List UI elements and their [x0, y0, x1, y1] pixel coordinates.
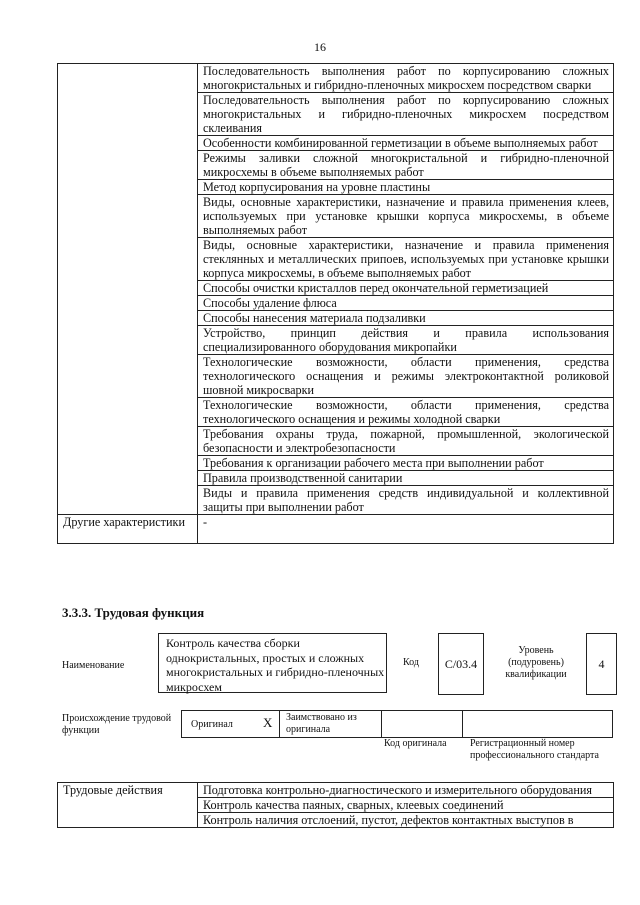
knowledge-table	[57, 63, 614, 544]
knowledge-item: Способы очистки кристаллов перед окончательной герметизацией	[198, 281, 614, 296]
knowledge-item: Виды, основные характеристики, назначение и правила применения клеев, используемых при установке крышки корпуса микросхемы, в объеме выполняемых работ	[198, 195, 614, 238]
origin-divider	[462, 711, 463, 737]
labor-action-item: Контроль наличия отслоений, пустот, дефектов контактных выступов в	[198, 813, 614, 828]
origin-divider	[612, 711, 613, 737]
knowledge-item: Метод корпусирования на уровне пластины	[198, 180, 614, 195]
origin-divider	[279, 711, 280, 737]
knowledge-item: Виды, основные характеристики, назначение и правила применения стеклянных и металлических припоев, используемых при установке крышки корпуса микросхемы, в объеме выполняемых работ	[198, 238, 614, 281]
labor-actions-label: Трудовые действия	[58, 783, 198, 828]
page-number: 16	[314, 40, 326, 54]
knowledge-item: Технологические возможности, области применения, средства технологического оснащения и режимы электроконтактной роликовой шовной микросварки	[198, 355, 614, 398]
function-name-box: Контроль качества сборки однокристальных, простых и сложных многокристальных и гибридно-пленочных микросхем	[158, 633, 387, 693]
origin-divider	[381, 711, 382, 737]
knowledge-item: Виды и правила применения средств индивидуальной и коллективной защиты при выполнении работ	[198, 486, 614, 515]
knowledge-item: Последовательность выполнения работ по корпусированию сложных многокристальных и гибридно-пленочных микросхем посредством склеивания	[198, 93, 614, 136]
code-label: Код	[403, 657, 419, 668]
table-row	[58, 515, 614, 544]
knowledge-item: Последовательность выполнения работ по корпусированию сложных многокристальных и гибридно-пленочных микросхем посредством сварки	[198, 64, 614, 93]
knowledge-item: Особенности комбинированной герметизации в объеме выполняемых работ	[198, 136, 614, 151]
section-title: 3.3.3. Трудовая функция	[62, 605, 205, 620]
other-characteristics-value: -	[198, 515, 614, 544]
function-code-box: C/03.4	[438, 633, 484, 695]
original-mark: X	[263, 715, 273, 730]
knowledge-item: Требования к организации рабочего места при выполнении работ	[198, 456, 614, 471]
reg-number-label: Регистрационный номер профессионального стандарта	[470, 738, 599, 761]
origin-row	[181, 710, 613, 738]
knowledge-item: Устройство, принцип действия и правила использования специализированного оборудования микропайки	[198, 326, 614, 355]
table-row	[58, 64, 614, 93]
other-characteristics-label: Другие характеристики	[58, 515, 198, 544]
origin-label: Происхождение трудовой функции	[62, 713, 172, 736]
knowledge-label-cell	[58, 64, 198, 515]
labor-action-item: Подготовка контрольно-диагностического и измерительного оборудования	[198, 783, 614, 798]
knowledge-item: Режимы заливки сложной многокристальной и гибридно-пленочной микросхемы в объеме выполняемых работ	[198, 151, 614, 180]
code-original-label: Код оригинала	[384, 738, 447, 749]
labor-action-item: Контроль качества паяных, сварных, клеевых соединений	[198, 798, 614, 813]
name-label: Наименование	[62, 660, 125, 671]
function-level-box: 4	[586, 633, 617, 695]
knowledge-item: Правила производственной санитарии	[198, 471, 614, 486]
level-label: Уровень (подуровень) квалификации	[505, 645, 567, 680]
borrowed-label: Заимствовано из оригинала	[286, 712, 357, 735]
knowledge-item: Требования охраны труда, пожарной, промышленной, экологической безопасности и электробезопасности	[198, 427, 614, 456]
table-row	[58, 783, 614, 798]
knowledge-item: Технологические возможности, области применения, средства технологического оснащения и режимы холодной сварки	[198, 398, 614, 427]
knowledge-item: Способы удаление флюса	[198, 296, 614, 311]
original-label: Оригинал	[191, 719, 233, 730]
knowledge-item: Способы нанесения материала подзаливки	[198, 311, 614, 326]
origin-divider	[181, 711, 182, 737]
labor-actions-table	[57, 782, 614, 828]
